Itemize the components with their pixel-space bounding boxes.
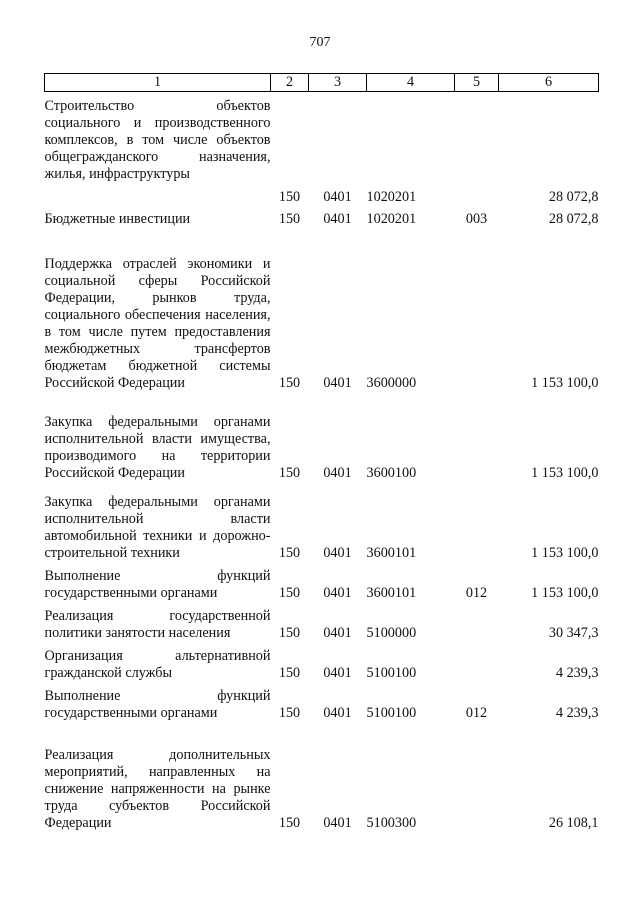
table-row (45, 482, 599, 562)
table-row (45, 722, 599, 832)
row-col6: 1 153 100,0 (531, 464, 599, 481)
row-col4: 3600000 (366, 374, 417, 391)
row-name: Закупка федеральными органами исполнительной власти автомобильной техники и дорожно-строительной техники (44, 493, 271, 561)
row-col5 (455, 722, 499, 832)
column-header-6: 6 (499, 74, 599, 92)
row-col2: 150 (278, 210, 301, 227)
row-col5: 012 (465, 584, 488, 601)
row-name: Строительство объектов социального и производственного комплексов, в том числе объектов общегражданского назначения, жилья, инфраструктуры (44, 98, 271, 182)
table-header-row (45, 74, 599, 92)
row-col4: 5100100 (366, 664, 417, 681)
row-col5 (455, 482, 499, 562)
row-col3: 0401 (323, 188, 352, 205)
page-number: 707 (309, 35, 331, 50)
row-col3: 0401 (323, 374, 352, 391)
table-row (45, 642, 599, 682)
row-col4: 5100300 (366, 814, 417, 831)
row-col3: 0401 (323, 464, 352, 481)
table-row (45, 682, 599, 722)
row-col6: 1 153 100,0 (531, 584, 599, 601)
table-row (45, 392, 599, 482)
row-col2: 150 (278, 464, 301, 481)
row-col2: 150 (278, 584, 301, 601)
row-name: Поддержка отраслей экономики и социальной сферы Российской Федерации, рынков труда, социального обеспечения населения, в том числе путем предоставления межбюджетных трансфертов бюджетам бюджетной системы Российской Федерации (44, 255, 271, 391)
row-col5 (455, 392, 499, 482)
row-col2: 150 (278, 544, 301, 561)
budget-table (44, 73, 599, 832)
row-col3: 0401 (323, 624, 352, 641)
table-row (45, 562, 599, 602)
row-col5: 012 (465, 704, 488, 721)
row-col6: 4 239,3 (555, 704, 599, 721)
row-col6: 28 072,8 (548, 210, 599, 227)
row-col4: 5100100 (366, 704, 417, 721)
row-name: Закупка федеральными органами исполнительной власти имущества, производимого на территории Российской Федерации (44, 413, 271, 481)
row-col3: 0401 (323, 210, 352, 227)
row-col4: 1020201 (366, 188, 417, 205)
row-col3: 0401 (323, 704, 352, 721)
column-header-3: 3 (309, 74, 367, 92)
row-col5: 003 (465, 210, 488, 227)
row-col5 (455, 602, 499, 642)
row-col6: 4 239,3 (555, 664, 599, 681)
row-col2: 150 (278, 814, 301, 831)
row-name: Организация альтернативной гражданской службы (44, 647, 271, 681)
row-col6: 1 153 100,0 (531, 544, 599, 561)
row-col4: 5100000 (366, 624, 417, 641)
row-name: Реализация дополнительных мероприятий, направленных на снижение напряженности на рынке труда субъектов Российской Федерации (44, 746, 271, 831)
column-header-4: 4 (367, 74, 455, 92)
row-name: Реализация государственной политики занятости населения (44, 607, 271, 641)
row-col4: 3600101 (366, 584, 417, 601)
row-col2: 150 (278, 664, 301, 681)
row-col6: 1 153 100,0 (531, 374, 599, 391)
row-col2: 150 (278, 374, 301, 391)
table-row (45, 602, 599, 642)
row-col3: 0401 (323, 584, 352, 601)
row-col2: 150 (278, 188, 301, 205)
row-col3: 0401 (323, 664, 352, 681)
column-header-2: 2 (271, 74, 309, 92)
row-col2: 150 (278, 624, 301, 641)
column-header-5: 5 (455, 74, 499, 92)
table-row (45, 92, 599, 206)
row-col4: 3600100 (366, 464, 417, 481)
row-col3: 0401 (323, 814, 352, 831)
row-col2: 150 (278, 704, 301, 721)
row-col6: 30 347,3 (548, 624, 599, 641)
row-col6: 28 072,8 (548, 188, 599, 205)
row-col4: 3600101 (366, 544, 417, 561)
row-col4: 1020201 (366, 210, 417, 227)
row-col6: 26 108,1 (548, 814, 599, 831)
row-col5 (455, 92, 499, 206)
table-row (45, 228, 599, 392)
row-col3: 0401 (323, 544, 352, 561)
row-col5 (455, 228, 499, 392)
row-col5 (455, 642, 499, 682)
table-row (45, 206, 599, 228)
row-name: Бюджетные инвестиции (44, 210, 191, 227)
column-header-1: 1 (45, 74, 271, 92)
row-name: Выполнение функций государственными органами (44, 567, 271, 601)
row-name: Выполнение функций государственными органами (44, 687, 271, 721)
